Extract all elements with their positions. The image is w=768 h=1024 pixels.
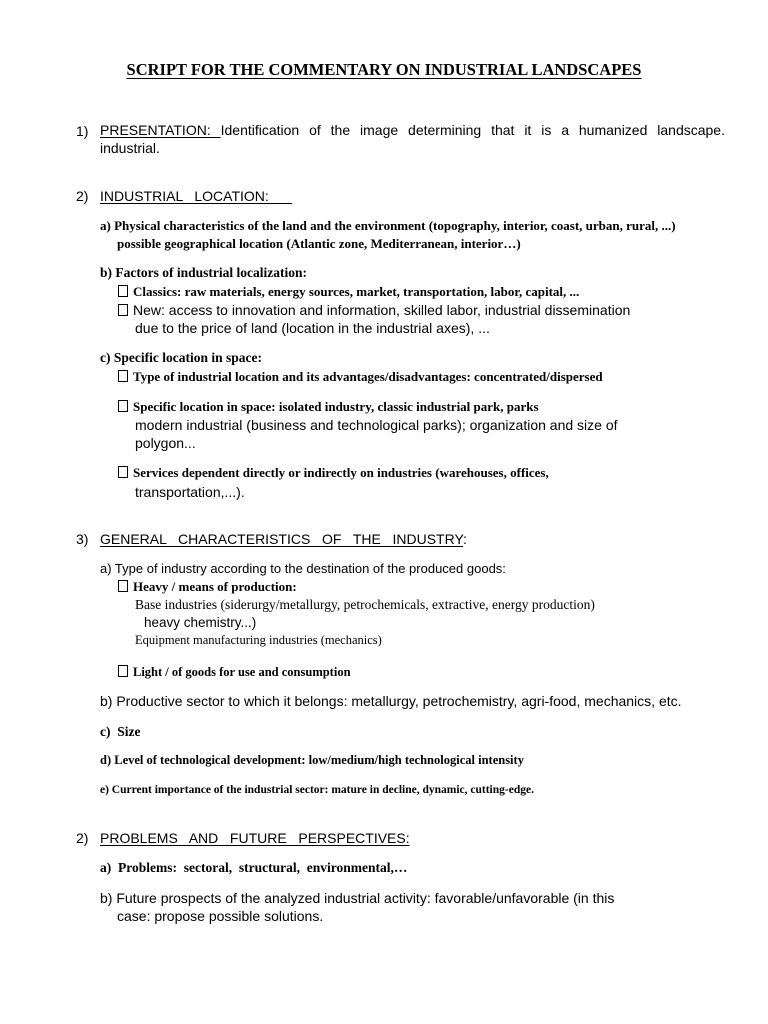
checkbox-icon (118, 285, 128, 297)
s2-c-item-services: Services dependent directly or indirectly on industries (warehouses, offices, (118, 466, 549, 479)
s2-b-heading: b) Factors of industrial localization: (100, 265, 307, 280)
s2-c-item-specific-cont-2: polygon... (135, 435, 196, 451)
page-title (0, 60, 768, 80)
s2-a-line-2: possible geographical location (Atlantic zone, Mediterranean, interior…) (117, 236, 521, 251)
s2-b-item-classics: Classics: raw materials, energy sources, market, transportation, labor, capital, ... (118, 285, 579, 298)
s3-d: d) Level of technological development: low/medium/high technological intensity (100, 753, 524, 767)
s3-e: e) Current importance of the industrial sector: mature in decline, dynamic, cutting-edge. (100, 784, 534, 796)
s3-a-heading: a) Type of industry according to the destination of the produced goods: (100, 561, 506, 576)
s3-c: c) Size (100, 724, 141, 739)
section-1-line-1 (100, 123, 725, 137)
section-3-heading: GENERAL CHARACTERISTICS OF THE INDUSTRY: (100, 531, 467, 547)
s2-b-item-new-cont: due to the price of land (location in the industrial axes), ... (135, 320, 490, 336)
s3-a-base-industries-cont: heavy chemistry...) (144, 615, 257, 630)
section-2-number: 2) (76, 188, 89, 204)
s2-c-item-specific: Specific location in space: isolated industry, classic industrial park, parks (118, 400, 539, 413)
checkbox-icon (118, 580, 128, 592)
section-3-number: 3) (76, 531, 89, 547)
section-2-heading: INDUSTRIAL LOCATION: (100, 188, 293, 204)
s3-a-base-industries: Base industries (siderurgy/metallurgy, petrochemicals, extractive, energy production) (135, 597, 595, 612)
section-1-heading: PRESENTATION: (100, 122, 221, 138)
checkbox-icon (118, 400, 128, 412)
section-4-number: 2) (76, 830, 89, 846)
s2-b-item-new: New: access to innovation and information, skilled labor, industrial dissemination (118, 303, 630, 317)
s2-c-item-services-cont: transportation,...). (135, 484, 245, 500)
section-1-line-2: industrial. (100, 140, 160, 156)
checkbox-icon (118, 370, 128, 382)
section-1-text: Identification of the image determining that it is a humanized landscape. (220, 122, 725, 138)
s3-a-item-light: Light / of goods for use and consumption (118, 665, 351, 679)
s2-c-item-specific-cont-1: modern industrial (business and technological parks); organization and size of (135, 417, 618, 433)
section-4-heading: PROBLEMS AND FUTURE PERSPECTIVES: (100, 830, 410, 846)
s4-b-line-2: case: propose possible solutions. (117, 908, 324, 924)
s4-b-line-1: b) Future prospects of the analyzed industrial activity: favorable/unfavorable (in this (100, 890, 615, 906)
s2-c-heading: c) Specific location in space: (100, 350, 262, 365)
s2-a-line-1: a) Physical characteristics of the land and the environment (topography, interior, coast, urban, rural, ...) (100, 218, 676, 233)
checkbox-icon (118, 304, 128, 316)
checkbox-icon (118, 466, 128, 478)
s2-c-item-type: Type of industrial location and its advantages/disadvantages: concentrated/dispersed (118, 370, 603, 383)
checkbox-icon (118, 665, 128, 677)
s3-b: b) Productive sector to which it belongs: metallurgy, petrochemistry, agri-food, mechanics, etc. (100, 693, 682, 709)
section-1-number: 1) (76, 123, 89, 139)
s3-a-item-heavy: Heavy / means of production: (118, 580, 297, 593)
s4-a: a) Problems: sectoral, structural, environmental,… (100, 860, 408, 875)
title-text: SCRIPT FOR THE COMMENTARY ON INDUSTRIAL LANDSCAPES (126, 60, 642, 79)
s3-a-equipment: Equipment manufacturing industries (mechanics) (135, 633, 382, 647)
